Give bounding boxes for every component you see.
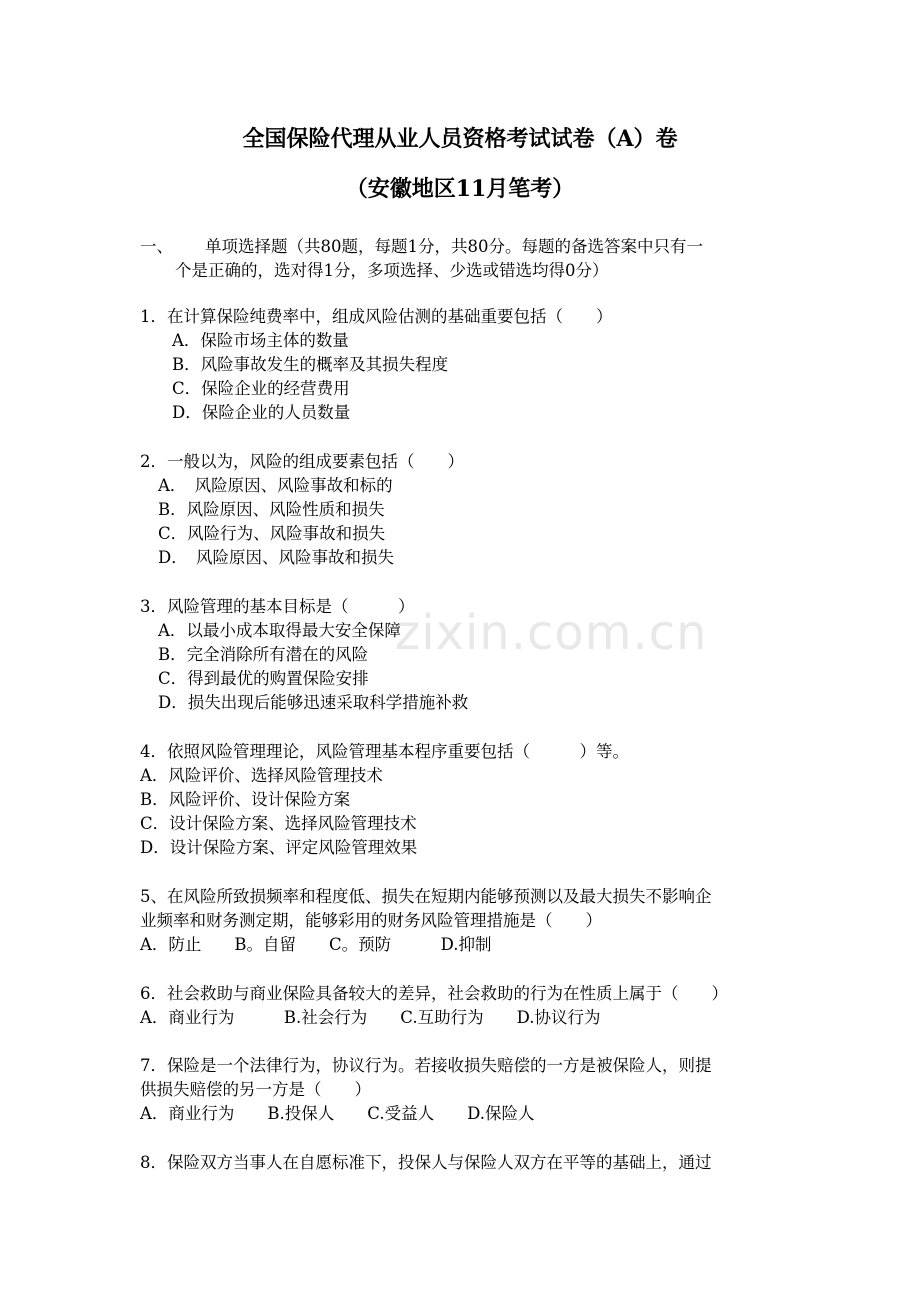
section-heading-line2: 个是正确的，选对得1分，多项选择、少选或错选均得0分）	[175, 261, 609, 280]
question-option: A．保险市场主体的数量	[172, 331, 349, 350]
question-options-inline: A．防止 B。自留 C。预防 D.抑制	[140, 935, 492, 954]
question-option: A．以最小成本取得最大安全保障	[158, 621, 401, 640]
watermark: zixin.com.cn	[395, 605, 708, 661]
question-stem: 2．一般以为，风险的组成要素包括（ ）	[140, 452, 464, 471]
question-option: C．风险行为、风险事故和损失	[158, 524, 386, 543]
question-stem: 1．在计算保险纯费率中，组成风险估测的基础重要包括（ ）	[140, 307, 613, 326]
question-option: A． 风险原因、风险事故和标的	[158, 476, 393, 495]
question-option: B．风险原因、风险性质和损失	[158, 500, 385, 519]
question-option: D．损失出现后能够迅速采取科学措施补救	[158, 693, 469, 712]
question-stem: 6．社会救助与商业保险具备较大的差异，社会救助的行为在性质上属于（ ）	[140, 984, 728, 1003]
question-option: C．得到最优的购置保险安排	[158, 669, 369, 688]
question-option: D．保险企业的人员数量	[172, 403, 351, 422]
exam-title: 全国保险代理从业人员资格考试试卷（A）卷	[242, 126, 678, 152]
question-stem: 供损失赔偿的另一方是（ ）	[140, 1080, 371, 1099]
question-option: C．设计保险方案、选择风险管理技术	[140, 814, 417, 833]
question-option: A．风险评价、选择风险管理技术	[140, 766, 383, 785]
question-option: B．完全消除所有潜在的风险	[158, 645, 369, 664]
question-stem: 3．风险管理的基本目标是（ ）	[140, 597, 415, 616]
section-heading-line1: 单项选择题（共80题，每题1分，共80分。每题的备选答案中只有一	[205, 237, 703, 256]
section-number: 一、	[140, 237, 173, 256]
question-option: B．风险事故发生的概率及其损失程度	[172, 355, 449, 374]
question-stem: 业频率和财务测定期，能够彩用的财务风险管理措施是（ ）	[140, 911, 602, 930]
question-stem: 5、在风险所致损频率和程度低、损失在短期内能够预测以及最大损失不影响企	[140, 887, 712, 906]
question-options-inline: A．商业行为 B.社会行为 C.互助行为 D.协议行为	[140, 1008, 601, 1027]
question-option: D． 风险原因、风险事故和损失	[158, 548, 394, 567]
question-stem: 8．保险双方当事人在自愿标准下，投保人与保险人双方在平等的基础上，通过	[140, 1153, 712, 1172]
question-option: B．风险评价、设计保险方案	[140, 790, 351, 809]
question-option: D．设计保险方案、评定风险管理效果	[140, 838, 418, 857]
question-stem: 4．依照风险管理理论，风险管理基本程序重要包括（ ）等。	[140, 742, 629, 761]
question-option: C．保险企业的经营费用	[172, 379, 350, 398]
question-stem: 7．保险是一个法律行为，协议行为。若接收损失赔偿的一方是被保险人，则提	[140, 1056, 712, 1075]
exam-subtitle: （安徽地区11月笔考）	[345, 176, 575, 202]
question-options-inline: A．商业行为 B.投保人 C.受益人 D.保险人	[140, 1104, 535, 1123]
